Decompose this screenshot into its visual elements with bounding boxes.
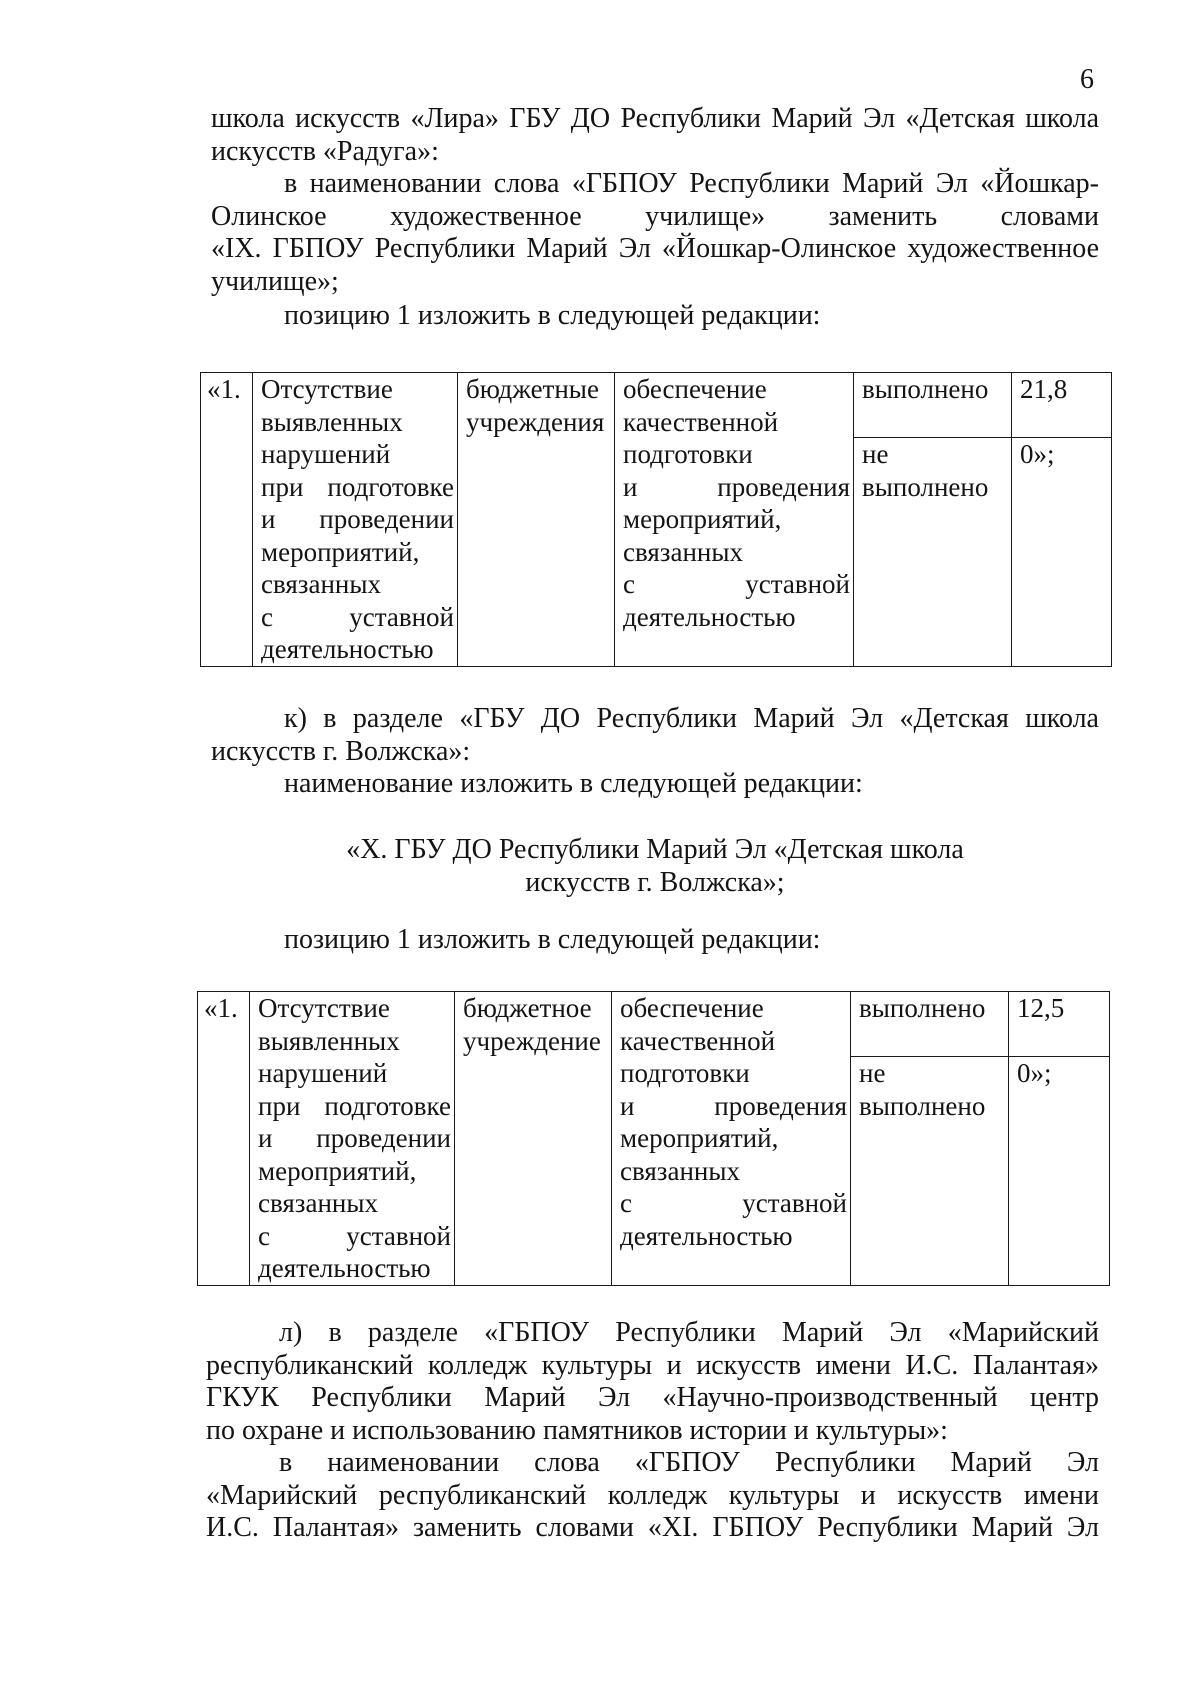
cell-line: подготовки xyxy=(623,439,753,469)
cell-line: учреждения xyxy=(466,406,605,437)
cell-line: выявленных xyxy=(261,406,403,437)
cell-line: с уставной xyxy=(258,1220,451,1251)
activity-cell xyxy=(615,373,854,667)
cell-line: деятельностью xyxy=(261,634,434,664)
cell-line: мероприятий, xyxy=(620,1123,779,1153)
cell-line: при подготовке xyxy=(261,471,454,502)
text-line: в наименовании слова «ГБПОУ Республики Марий Эл xyxy=(279,1447,1099,1478)
text-line: позицию 1 изложить в следующей редакции: xyxy=(284,300,821,331)
text-line: л) в разделе «ГБПОУ Республики Марий Эл «Марийский xyxy=(279,1317,1099,1348)
position-table-1 xyxy=(200,372,1112,667)
position-number-cell: «1. xyxy=(201,373,253,667)
criterion-cell xyxy=(250,992,455,1286)
text-line: И.С. Палантая» заменить словами «XI. ГБПОУ Республики Марий Эл xyxy=(206,1512,1099,1543)
position-instruction-2 xyxy=(284,924,984,957)
text-line: наименование изложить в следующей редакции: xyxy=(284,768,863,799)
cell-line: с уставной xyxy=(261,601,454,632)
cell-line: обеспечение xyxy=(620,993,764,1023)
value-done-cell: 21,8 xyxy=(1012,373,1112,438)
text-line: ГКУК Республики Марий Эл «Научно-производственный центр xyxy=(206,1382,1099,1413)
page-number: 6 xyxy=(1080,64,1094,95)
status-done-cell: выполнено xyxy=(851,992,1009,1057)
cell-line: связанных xyxy=(261,569,381,599)
cell-line: качественной xyxy=(620,1025,776,1056)
cell-line: мероприятий, xyxy=(623,504,782,534)
status-done-cell: выполнено xyxy=(854,373,1012,438)
cell-line: связанных xyxy=(620,1155,740,1186)
text-line: училище»; xyxy=(211,265,339,297)
text-line: школа искусств «Лира» ГБУ ДО Республики Марий Эл «Детская школа xyxy=(211,103,1099,134)
new-title xyxy=(211,834,1099,899)
institution-type-cell xyxy=(458,373,615,667)
cell-line: при подготовке xyxy=(258,1090,451,1121)
text-line: «Марийский республиканский колледж культуры и искусств имени xyxy=(206,1479,1099,1511)
cell-line: подготовки xyxy=(620,1058,750,1088)
cell-line: с уставной xyxy=(623,569,850,599)
value-not-done-cell: 0»; xyxy=(1012,438,1112,666)
text-line: искусств г. Волжска»: xyxy=(211,735,471,767)
position-table-2 xyxy=(197,991,1110,1286)
cell-line: выявленных xyxy=(258,1025,400,1056)
value-done-cell: 12,5 xyxy=(1009,992,1110,1057)
section-l-paragraph xyxy=(206,1317,1099,1447)
status-not-done-cell xyxy=(854,438,1012,666)
cell-line: с уставной xyxy=(620,1188,847,1218)
text-line: искусств г. Волжска»; xyxy=(525,866,785,898)
cell-line: связанных xyxy=(258,1188,378,1218)
cell-line: и проведения xyxy=(623,471,850,502)
cell-line: нарушений xyxy=(261,439,391,469)
text-line: по охране и использованию памятников истории и культуры»: xyxy=(206,1414,948,1446)
text-line: «X. ГБУ ДО Республики Марий Эл «Детская школа xyxy=(346,834,964,865)
text-line: искусств «Радуга»: xyxy=(211,135,439,167)
section-k-paragraph xyxy=(211,703,1099,801)
cell-line: выполнено xyxy=(859,1090,986,1121)
activity-cell xyxy=(612,992,851,1286)
position-number-cell: «1. xyxy=(198,992,250,1286)
cell-line: и проведении xyxy=(258,1123,451,1153)
cell-line: качественной xyxy=(623,406,779,437)
cell-line: деятельностью xyxy=(620,1220,793,1251)
cell-line: и проведения xyxy=(620,1090,847,1121)
value-not-done-cell: 0»; xyxy=(1009,1057,1110,1285)
cell-line: мероприятий, xyxy=(261,536,420,567)
institution-type-cell xyxy=(455,992,612,1286)
cell-line: бюджетное xyxy=(463,993,592,1023)
criterion-cell xyxy=(253,373,458,667)
section-l-rename-paragraph xyxy=(206,1447,1099,1545)
cell-line: деятельностью xyxy=(258,1253,431,1283)
rename-paragraph xyxy=(211,168,1099,298)
position-instruction xyxy=(284,300,984,333)
cell-line: Отсутствие xyxy=(261,374,393,404)
cell-line: обеспечение xyxy=(623,374,767,404)
cell-line: Отсутствие xyxy=(258,993,390,1023)
text-line: Олинское художественное училище» заменить словами xyxy=(211,200,1099,232)
cell-line: и проведении xyxy=(261,504,454,534)
cell-line: выполнено xyxy=(862,471,989,502)
cell-line: не xyxy=(859,1058,886,1089)
intro-paragraph xyxy=(211,103,1099,168)
cell-line: бюджетные xyxy=(466,374,599,404)
cell-line: деятельностью xyxy=(623,601,796,632)
cell-line: связанных xyxy=(623,536,743,567)
text-line: в наименовании слова «ГБПОУ Республики Марий Эл «Йошкар- xyxy=(284,168,1099,199)
text-line: позицию 1 изложить в следующей редакции: xyxy=(284,924,821,955)
status-not-done-cell xyxy=(851,1057,1009,1285)
cell-line: не xyxy=(862,439,889,470)
text-line: республиканский колледж культуры и искусств имени И.С. Палантая» xyxy=(206,1349,1099,1381)
cell-line: мероприятий, xyxy=(258,1155,417,1186)
cell-line: нарушений xyxy=(258,1058,388,1088)
text-line: к) в разделе «ГБУ ДО Республики Марий Эл «Детская школа xyxy=(284,703,1099,734)
cell-line: учреждение xyxy=(463,1025,601,1056)
text-line: «IX. ГБПОУ Республики Марий Эл «Йошкар-Олинское художественное xyxy=(211,233,1099,264)
